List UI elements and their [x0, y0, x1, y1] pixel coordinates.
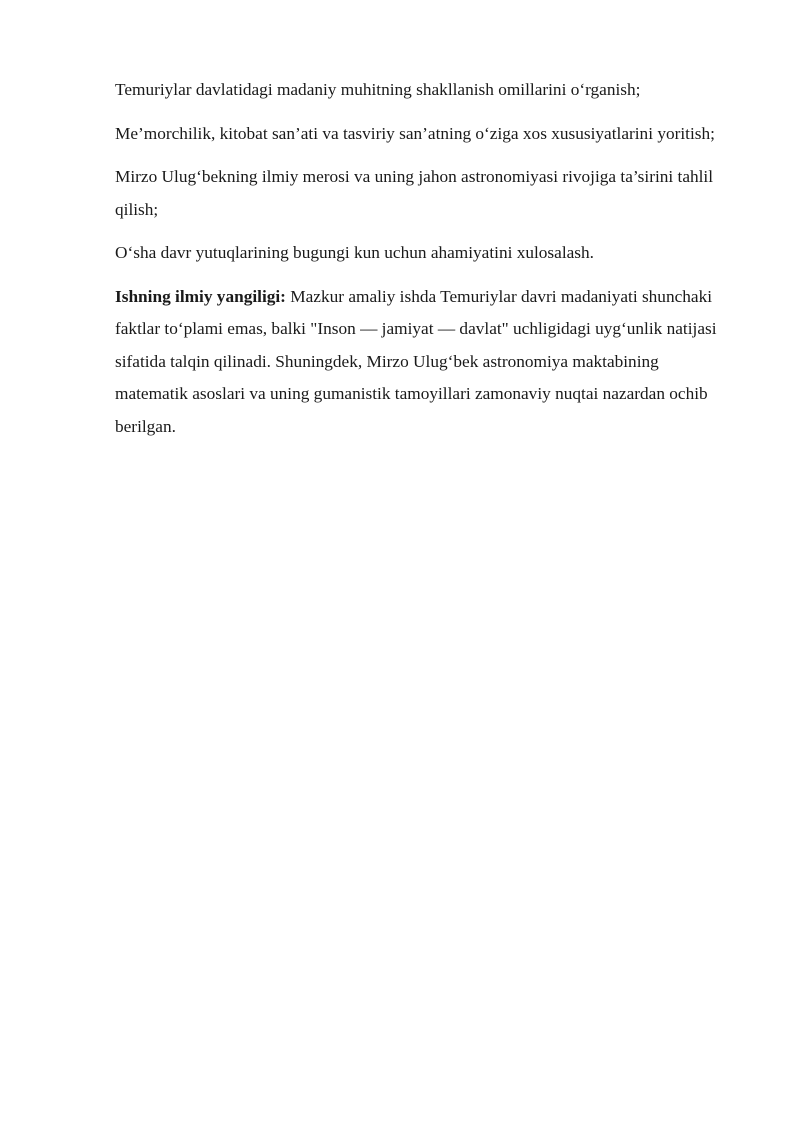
objective-paragraph-4: O‘sha davr yutuqlarining bugungi kun uchun ahamiyatini xulosalash. [115, 243, 594, 262]
objective-paragraph-1: Temuriylar davlatidagi madaniy muhitning shakllanish omillarini o‘rganish; [115, 80, 641, 99]
objective-paragraph-2: Me’morchilik, kitobat san’ati va tasviriy san’atning o‘ziga xos xususiyatlarini yoritish; [115, 123, 715, 143]
document-body [115, 74, 727, 454]
novelty-heading: Ishning ilmiy yangiligi: [115, 286, 286, 306]
novelty-text: Mazkur amaliy ishda Temuriylar davri madaniyati shunchaki faktlar to‘plami emas, balki "Inson — jamiyat — davlat" uchligidagi uyg‘unlik natijasi sifatida talqin qilinadi. Shuningdek, Mirzo Ulug‘bek astronomiya maktabining matematik asoslari va uning gumanistik tamoyillari zamonaviy nuqtai nazardan ochib berilgan. [115, 286, 717, 436]
novelty-paragraph [115, 281, 727, 444]
objective-paragraph-3: Mirzo Ulug‘bekning ilmiy merosi va uning jahon astronomiyasi rivojiga ta’sirini tahlil qilish; [115, 167, 714, 219]
